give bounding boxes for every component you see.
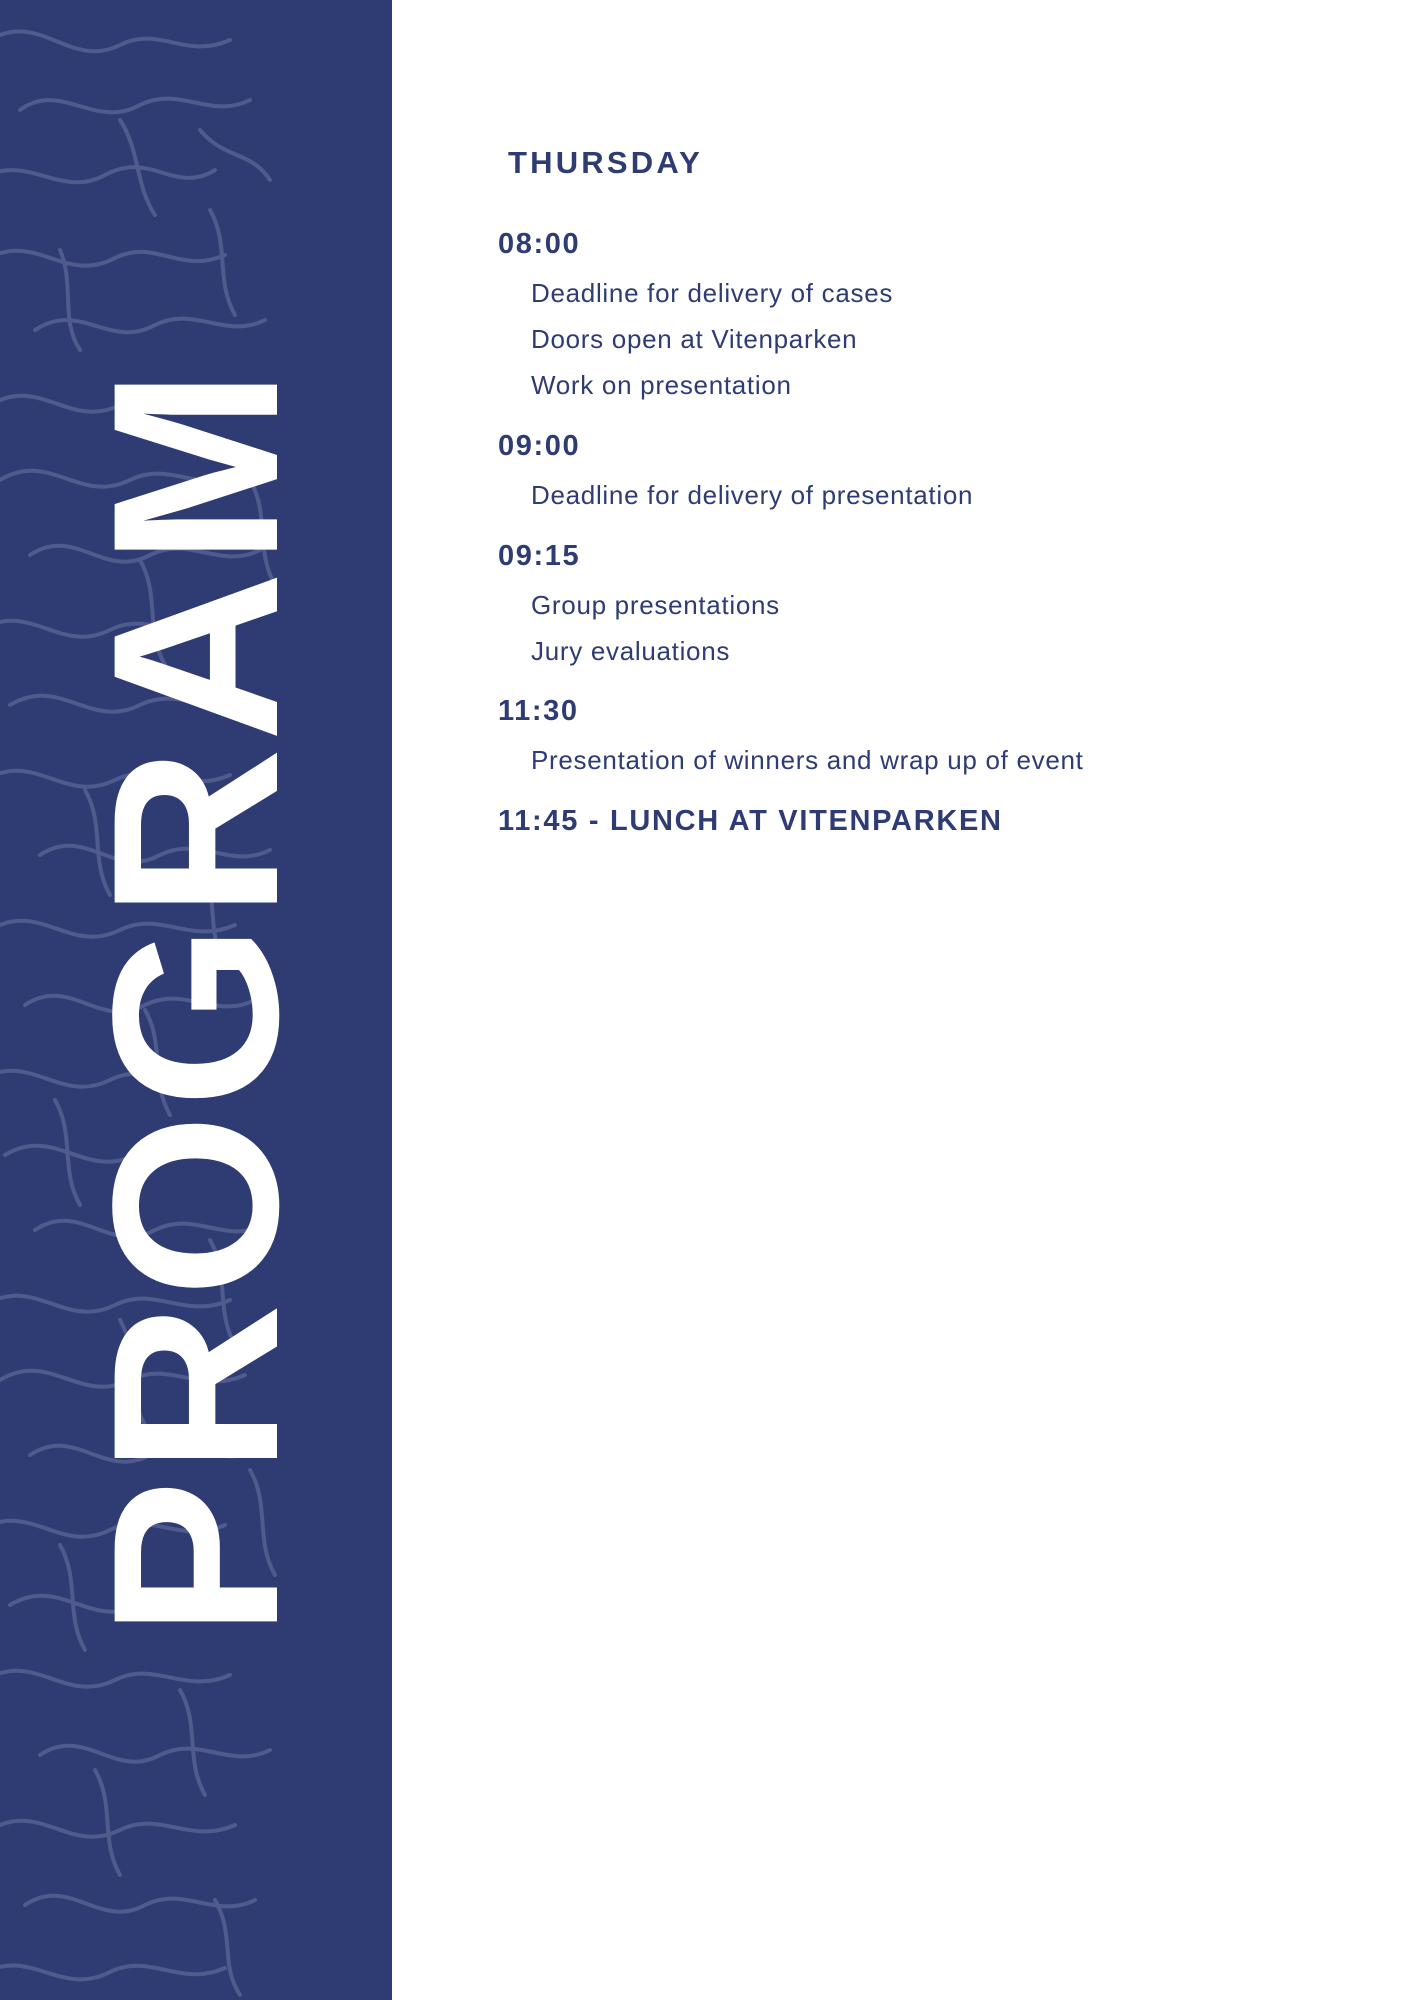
block-items <box>498 587 1338 670</box>
day-heading: THURSDAY <box>508 145 703 180</box>
block-time: 09:15 <box>498 539 581 572</box>
block-time: 08:00 <box>498 228 581 260</box>
schedule-block <box>498 695 1338 779</box>
list-item: Group presentations <box>531 589 780 620</box>
block-items <box>498 742 1338 779</box>
schedule-block <box>498 430 1338 514</box>
list-item: Work on presentation <box>531 369 792 400</box>
content-column <box>498 0 1338 2000</box>
block-items <box>498 477 1338 514</box>
side-panel <box>0 0 392 2000</box>
schedule-block <box>498 228 1338 404</box>
list-item: Deadline for delivery of cases <box>531 278 894 308</box>
list-item: Jury evaluations <box>531 635 731 666</box>
list-item: Deadline for delivery of presentation <box>531 479 974 510</box>
block-time: 09:00 <box>498 429 581 462</box>
lunch-note: 11:45 - LUNCH AT VITENPARKEN <box>498 805 1003 838</box>
schedule-list <box>498 228 1338 838</box>
list-item: Doors open at Vitenparken <box>531 323 858 354</box>
vertical-title-container <box>0 0 392 2000</box>
list-item: Presentation of winners and wrap up of event <box>531 745 1084 776</box>
schedule-block <box>498 540 1338 670</box>
page-title: PROGRAM <box>64 362 328 1638</box>
block-time: 11:30 <box>498 695 579 728</box>
block-items <box>498 275 1338 404</box>
